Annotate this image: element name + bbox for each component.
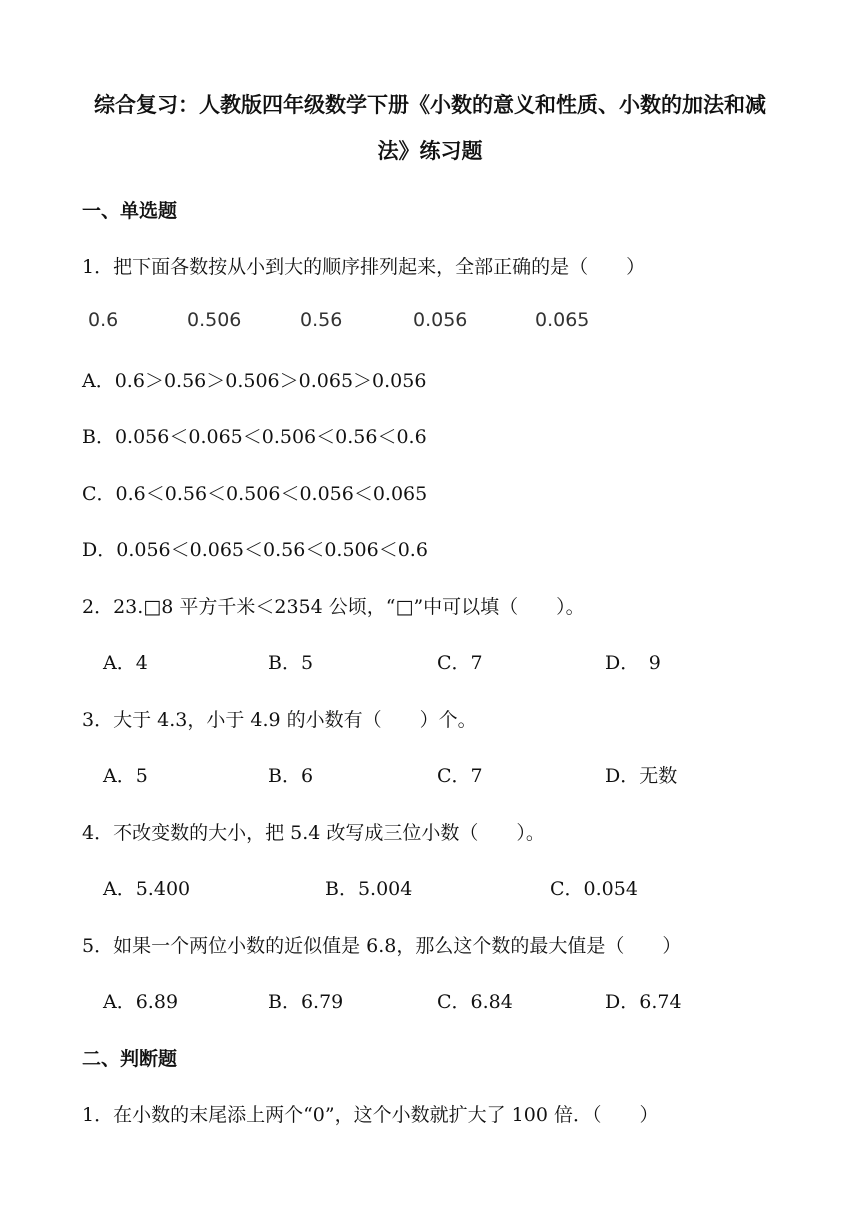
question-2-option-c: C．7 [437, 652, 483, 674]
question-2-option-a: A．4 [103, 652, 148, 674]
question-2-option-d: D． 9 [605, 652, 661, 674]
worksheet-title-line2: 法》练习题 [377, 139, 483, 163]
question-1-option-d: D．0.056＜0.065＜0.56＜0.506＜0.6 [82, 539, 428, 561]
section-heading-single-choice: 一、单选题 [82, 200, 178, 222]
question-4-stem: 4．不改变数的大小，把 5.4 改写成三位小数（ ）。 [82, 822, 545, 844]
question-1-option-a: A．0.6＞0.56＞0.506＞0.065＞0.056 [82, 370, 427, 392]
true-false-question-1-stem: 1．在小数的末尾添上两个“0”，这个小数就扩大了 100 倍．（ ） [82, 1104, 659, 1126]
question-5-option-d: D．6.74 [605, 991, 682, 1013]
question-1-option-c: C．0.6＜0.56＜0.506＜0.056＜0.065 [82, 483, 428, 505]
question-1-stem: 1．把下面各数按从小到大的顺序排列起来，全部正确的是（ ） [82, 256, 646, 278]
question-2-option-b: B．5 [268, 652, 314, 674]
question-1-option-b: B．0.056＜0.065＜0.506＜0.56＜0.6 [82, 426, 427, 448]
question-3-option-b: B．6 [268, 765, 314, 787]
question-5-stem: 5．如果一个两位小数的近似值是 6.8，那么这个数的最大值是（ ） [82, 935, 682, 957]
number-item: 0.506 [187, 309, 242, 331]
question-2-stem: 2．23.□8 平方千米＜2354 公顷，“□”中可以填（ ）。 [82, 596, 585, 618]
question-3-option-a: A．5 [103, 765, 148, 787]
number-item: 0.6 [88, 309, 119, 331]
number-item: 0.065 [535, 309, 590, 331]
question-4-option-c: C．0.054 [550, 878, 638, 900]
question-4-option-a: A．5.400 [103, 878, 191, 900]
number-item: 0.56 [300, 309, 343, 331]
question-5-option-b: B．6.79 [268, 991, 344, 1013]
question-5-option-a: A．6.89 [103, 991, 179, 1013]
question-3-option-d: D．无数 [605, 765, 678, 787]
question-4-option-b: B．5.004 [325, 878, 413, 900]
question-3-stem: 3．大于 4.3，小于 4.9 的小数有（ ）个。 [82, 709, 477, 731]
question-3-option-c: C．7 [437, 765, 483, 787]
section-heading-true-false: 二、判断题 [82, 1048, 178, 1070]
number-item: 0.056 [413, 309, 468, 331]
worksheet-title-line1: 综合复习：人教版四年级数学下册《小数的意义和性质、小数的加法和减 [94, 93, 766, 117]
question-5-option-c: C．6.84 [437, 991, 513, 1013]
